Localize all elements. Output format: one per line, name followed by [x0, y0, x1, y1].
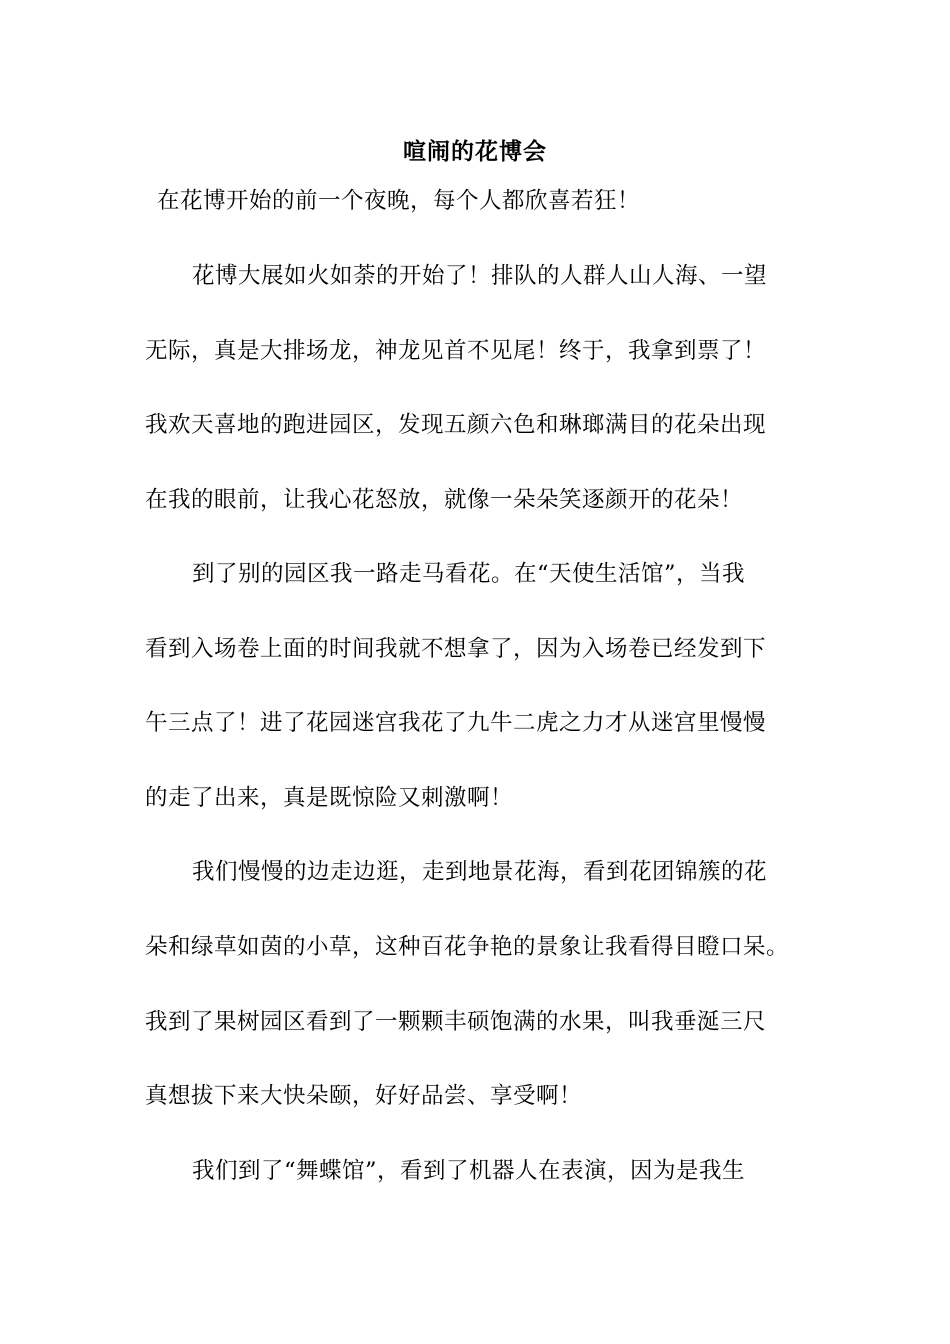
- text-line: 在我的眼前，让我心花怒放，就像一朵朵笑逐颜开的花朵！: [145, 487, 744, 513]
- paragraph-first-line: 我们到了“舞蝶馆”，看到了机器人在表演，因为是我生: [192, 1158, 746, 1184]
- text-line: 午三点了！进了花园迷宫我花了九牛二虎之力才从迷宫里慢慢: [145, 710, 767, 736]
- document-title: 喧闹的花博会: [403, 138, 547, 165]
- text-line: 的走了出来，真是既惊险又刺激啊！: [145, 785, 514, 811]
- text-line: 朵和绿草如茵的小草，这种百花争艳的景象让我看得目瞪口呆。: [145, 934, 790, 960]
- text-line: 在花博开始的前一个夜晚，每个人都欣喜若狂！: [157, 188, 641, 214]
- text-line: 无际，真是大排场龙，神龙见首不见尾！终于，我拿到票了！: [145, 338, 767, 364]
- text-line: 我到了果树园区看到了一颗颗丰硕饱满的水果，叫我垂涎三尺: [145, 1009, 767, 1035]
- text-line: 看到入场卷上面的时间我就不想拿了，因为入场卷已经发到下: [145, 636, 767, 662]
- text-line: 我欢天喜地的跑进园区，发现五颜六色和琳瑯满目的花朵出现: [145, 412, 767, 438]
- paragraph-first-line: 到了别的园区我一路走马看花。在“天使生活馆”，当我: [192, 561, 746, 587]
- paragraph-first-line: 我们慢慢的边走边逛，走到地景花海，看到花团锦簇的花: [192, 859, 768, 885]
- paragraph-first-line: 花博大展如火如荼的开始了！排队的人群人山人海、一望: [192, 263, 768, 289]
- text-line: 真想拔下来大快朵颐，好好品尝、享受啊！: [145, 1083, 583, 1109]
